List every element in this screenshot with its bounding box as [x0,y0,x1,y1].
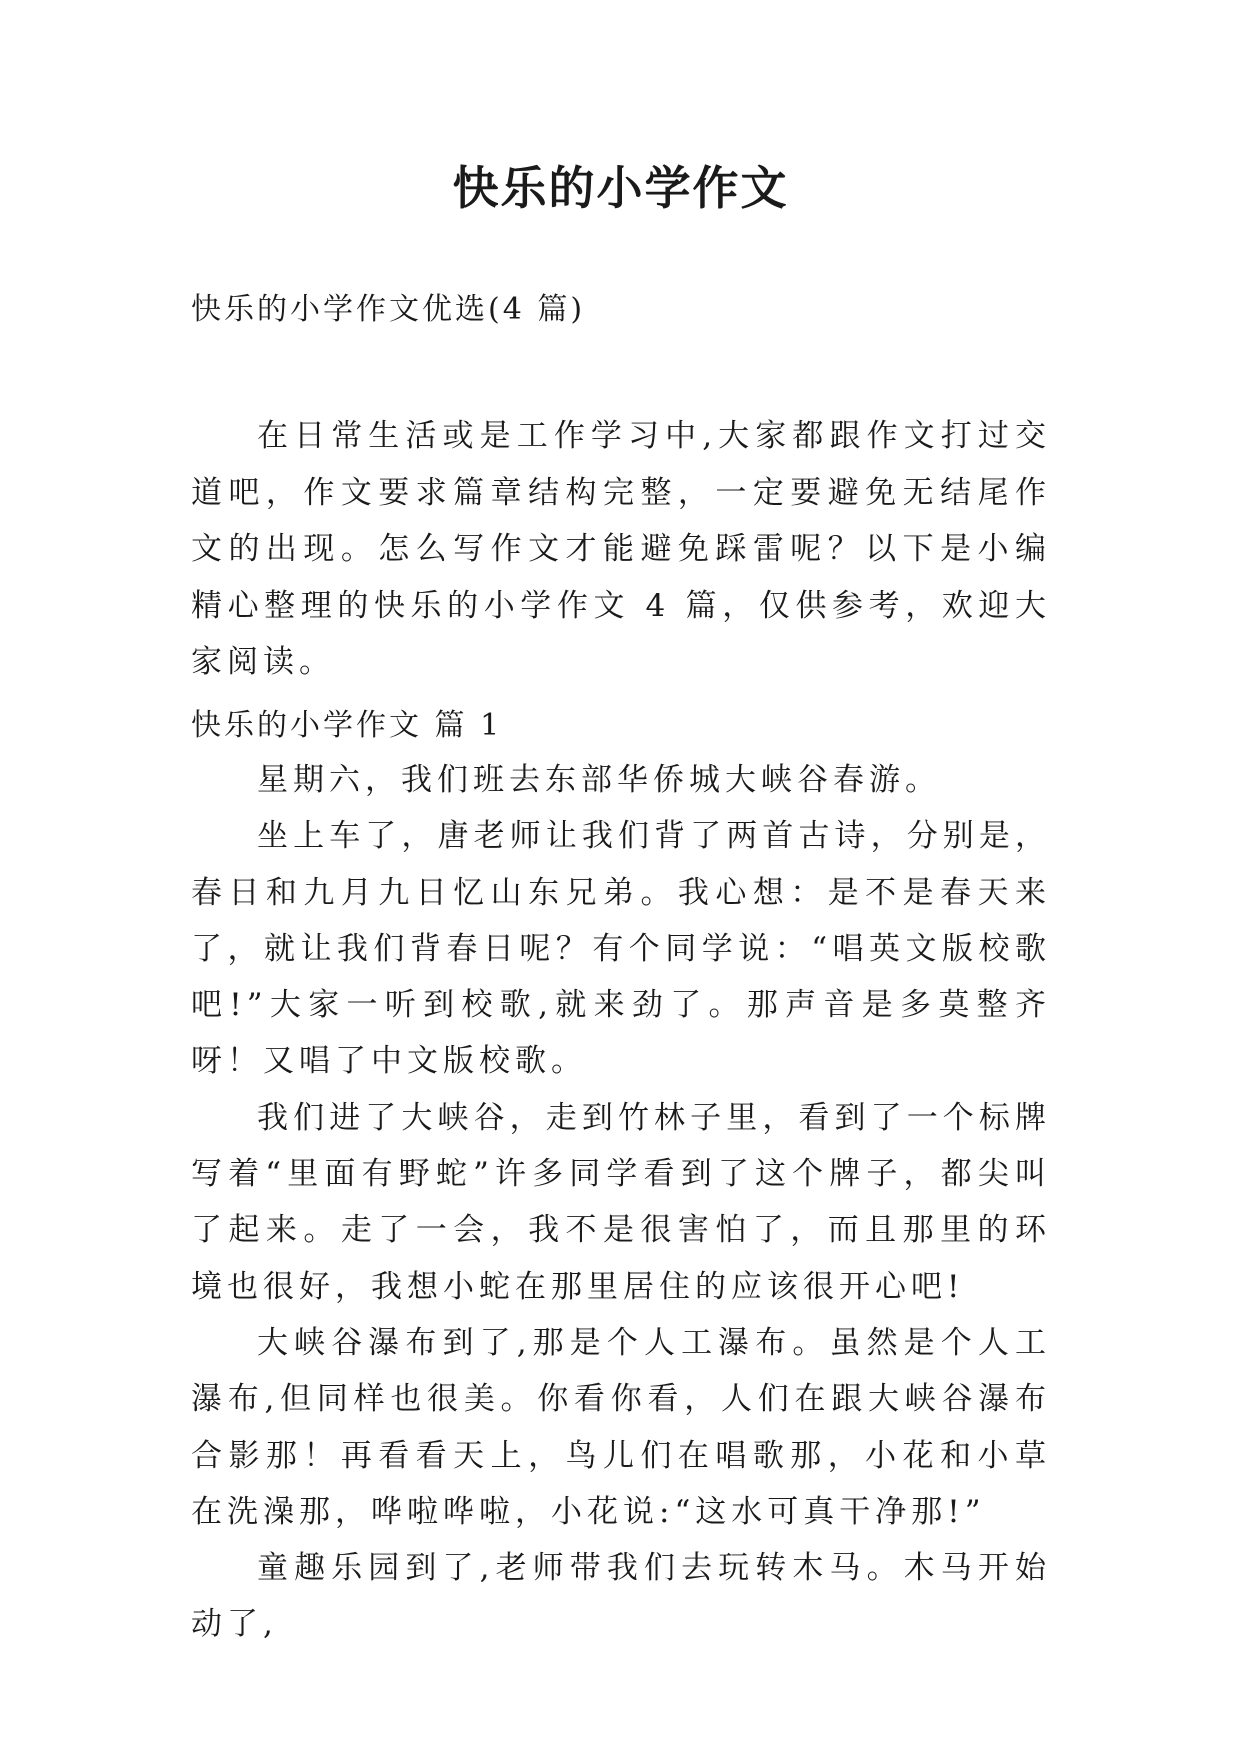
essay-body [191,752,1051,1653]
document-subtitle: 快乐的小学作文优选(4 篇) [191,292,586,327]
essay-paragraph: 我们进了大峡谷，走到竹林子里，看到了一个标牌写着“里面有野蛇”许多同学看到了这个牌子，都尖叫了起来。走了一会，我不是很害怕了，而且那里的环境也很好，我想小蛇在那里居住的应该很开心吧! [191,1099,1051,1305]
section-heading: 快乐的小学作文 篇 1 [191,708,503,743]
essay-paragraph: 童趣乐园到了,老师带我们去玩转木马。木马开始动了, [191,1550,1051,1643]
intro-paragraph: 在日常生活或是工作学习中,大家都跟作文打过交道吧，作文要求篇章结构完整，一定要避免无结尾作文的出现。怎么写作文才能避免踩雷呢？以下是小编精心整理的快乐的小学作文 4 篇，仅供参考，欢迎大家阅读。 [191,418,1051,680]
essay-paragraph: 大峡谷瀑布到了,那是个人工瀑布。虽然是个人工瀑布,但同样也很美。你看你看，人们在跟大峡谷瀑布合影那！再看看天上，鸟儿们在唱歌那，小花和小草在洗澡那，哗啦哗啦，小花说:“这水可真干净那!” [191,1324,1051,1530]
document-title: 快乐的小学作文 [452,161,789,215]
essay-paragraph: 星期六，我们班去东部华侨城大峡谷春游。 [257,762,941,798]
intro-paragraph-block [191,408,1051,691]
essay-paragraph: 坐上车了，唐老师让我们背了两首古诗，分别是，春日和九月九日忆山东兄弟。我心想：是不是春天来了，就让我们背春日呢？有个同学说：“唱英文版校歌吧!”大家一听到校歌,就来劲了。那声音是多莫整齐呀！又唱了中文版校歌。 [191,818,1051,1080]
